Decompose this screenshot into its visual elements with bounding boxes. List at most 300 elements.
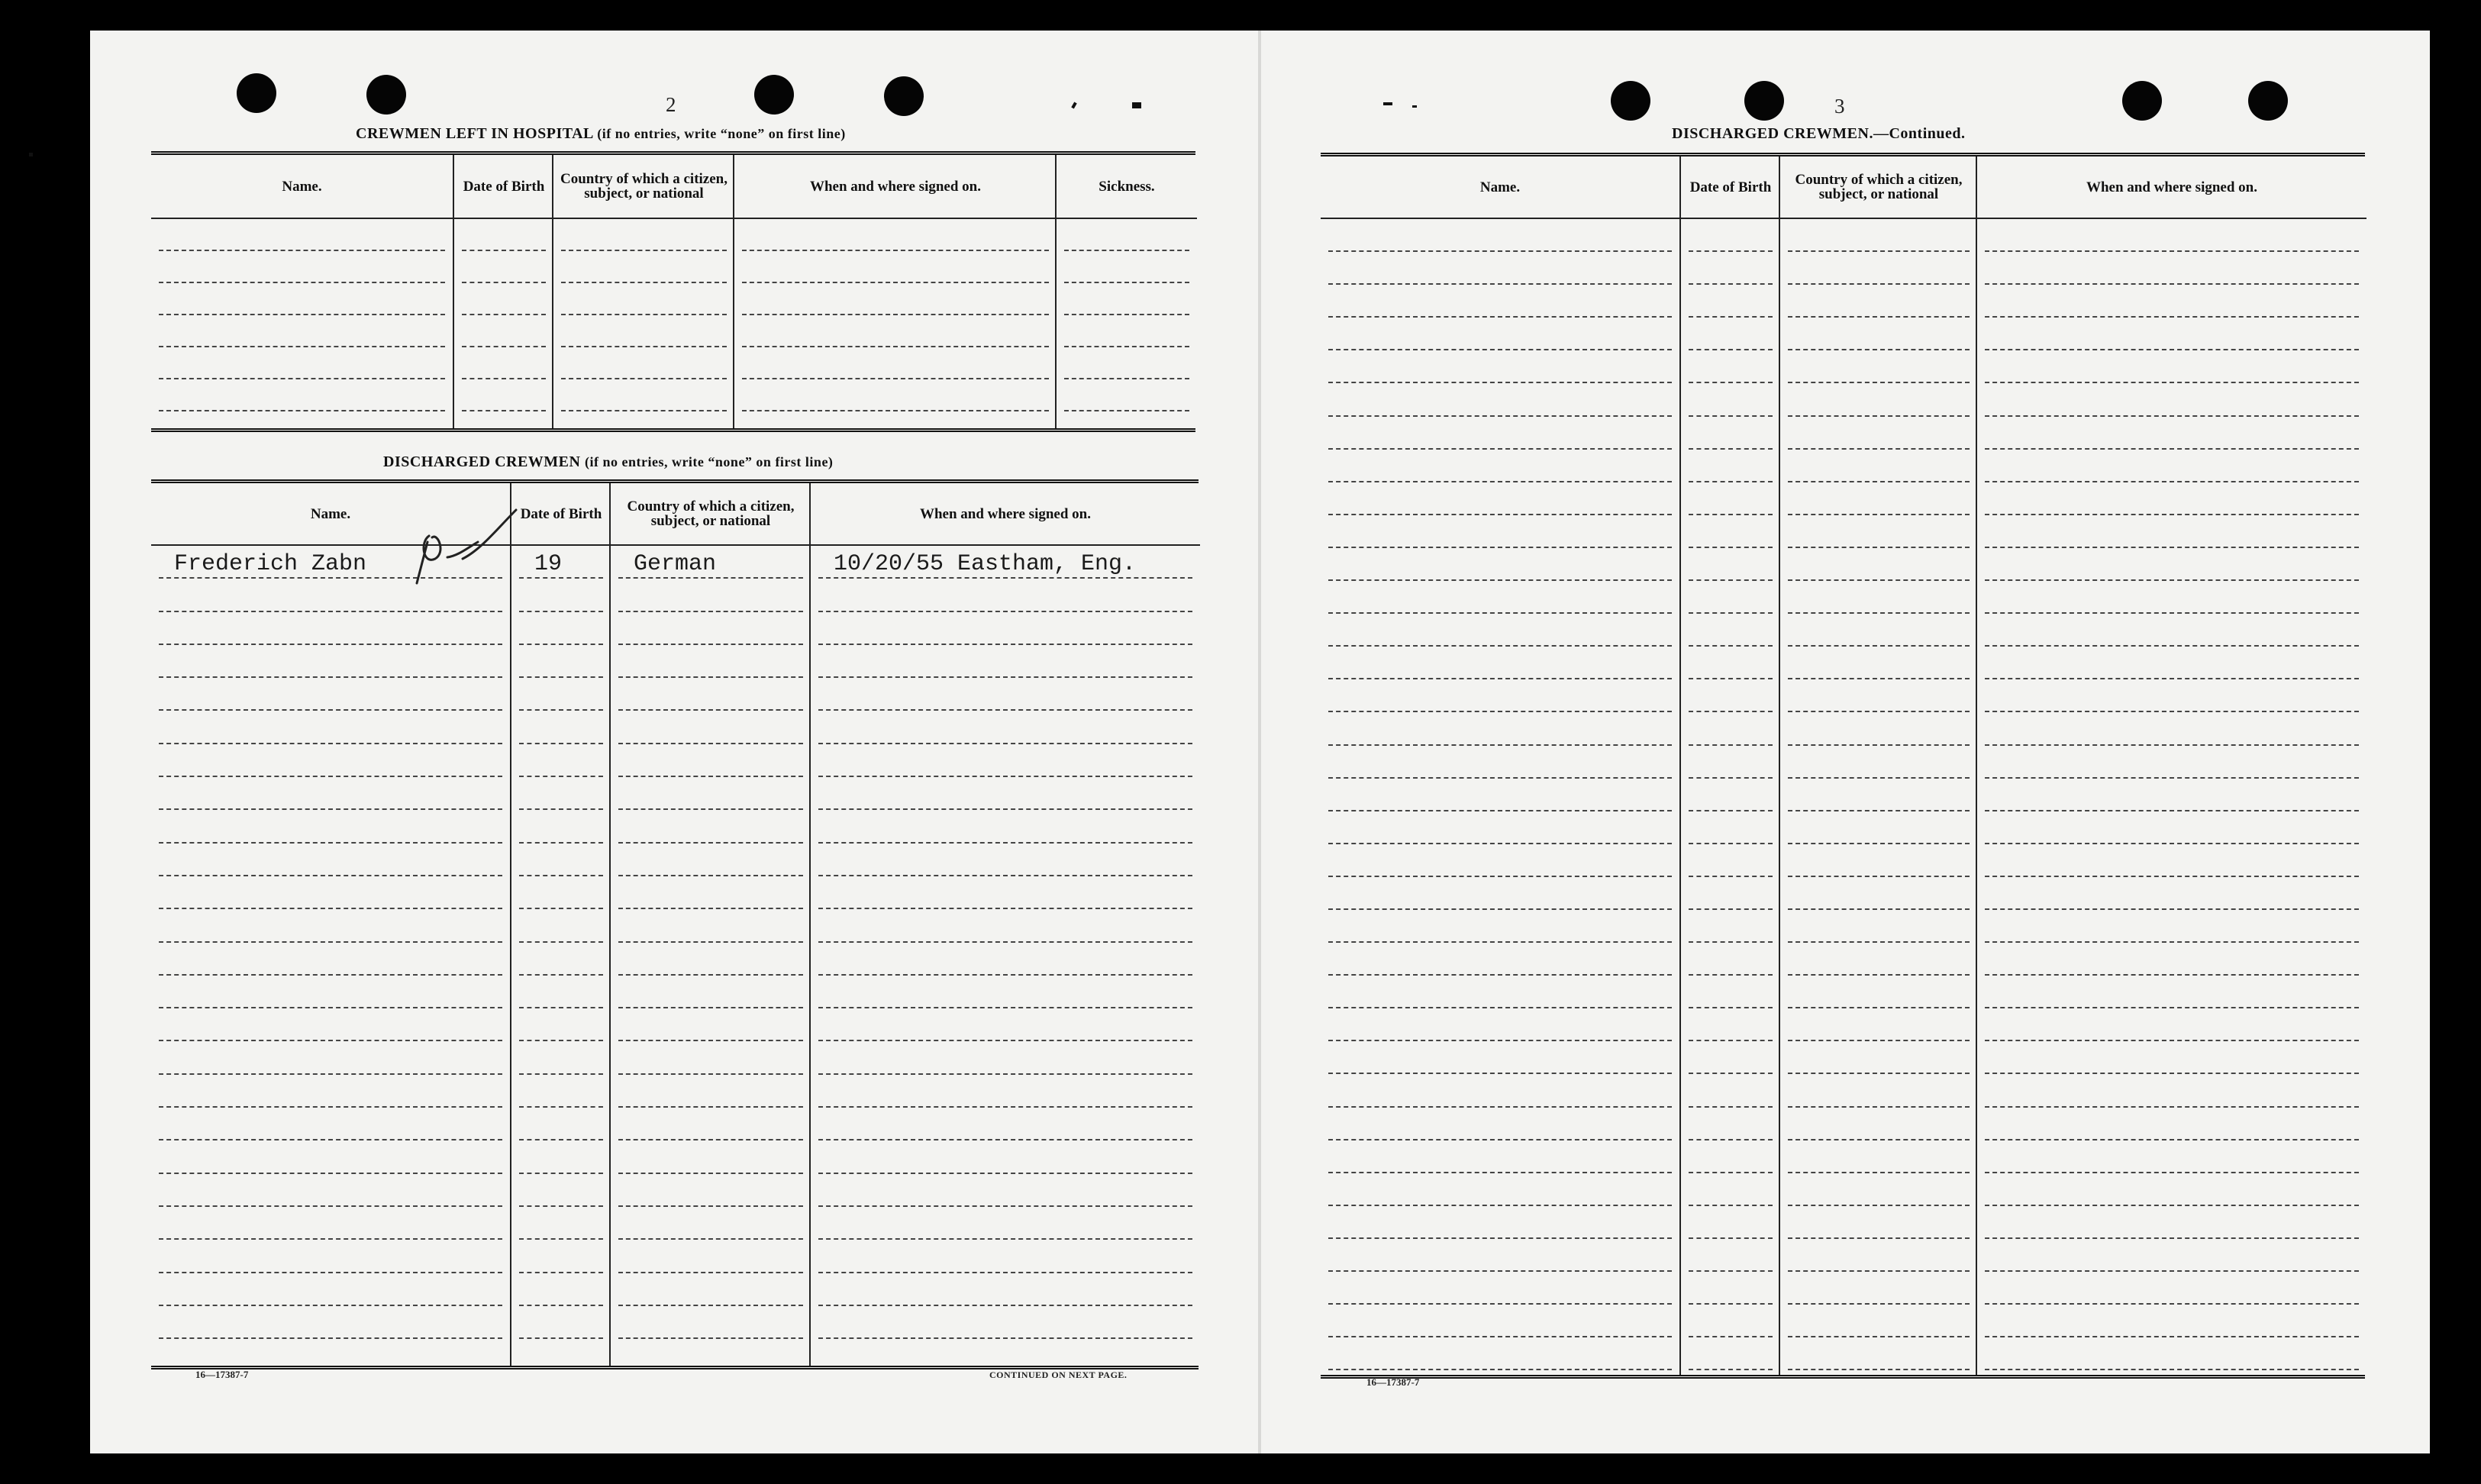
table-row [1328, 844, 1672, 877]
binder-hole-icon [1744, 81, 1784, 121]
table-row [1328, 614, 1672, 647]
table-row [159, 1240, 502, 1273]
table-row [1985, 647, 2359, 679]
table-row [1328, 811, 1672, 844]
table-row [1328, 712, 1672, 745]
table-row [818, 943, 1192, 976]
column-header-sickness: Sickness. [1057, 155, 1197, 219]
table-row [1328, 877, 1672, 910]
table-row [519, 678, 603, 711]
table-row [159, 810, 502, 843]
table-row [519, 976, 603, 1008]
table-row [1328, 1272, 1672, 1305]
table-row [818, 711, 1192, 744]
hospital-note: (if no entries, write “none” on first line) [597, 126, 846, 141]
table-row [618, 1174, 803, 1207]
column-name [1321, 156, 1679, 1375]
table-row [462, 315, 546, 347]
table-row [462, 219, 546, 251]
table-row [818, 876, 1192, 909]
table-row [1788, 1272, 1970, 1305]
table-row [1689, 219, 1773, 252]
table-row [462, 283, 546, 315]
table-row [618, 1207, 803, 1240]
table-row [1689, 450, 1773, 482]
binder-hole-icon [237, 73, 276, 113]
table-row [159, 612, 502, 645]
table-row [1985, 417, 2359, 450]
table-row [462, 379, 546, 411]
binder-hole-icon [884, 76, 924, 116]
column-header-country: Country of which a citizen, subject, or national [611, 483, 811, 546]
table-row [1689, 515, 1773, 548]
table-row [1788, 581, 1970, 614]
table-row [1328, 417, 1672, 450]
table-row [1985, 350, 2359, 383]
table-row [618, 612, 803, 645]
table-row [1788, 910, 1970, 943]
table-row [1788, 1041, 1970, 1074]
table-row [519, 1108, 603, 1140]
column-name [151, 483, 510, 1366]
column-signed-on [809, 483, 1200, 1366]
table-row [818, 1108, 1192, 1140]
table-row [561, 219, 727, 251]
table-row [1985, 877, 2359, 910]
table-row [1985, 1206, 2359, 1239]
table-row [618, 1075, 803, 1108]
rows-container [1321, 219, 1679, 1375]
table-row [1689, 712, 1773, 745]
table-row [1788, 482, 1970, 515]
table-row [1788, 1008, 1970, 1041]
table-row [818, 612, 1192, 645]
table-row [742, 251, 1049, 283]
table-row [1689, 1041, 1773, 1074]
table-row [159, 379, 445, 411]
table-row [519, 612, 603, 645]
table-row [1328, 1140, 1672, 1173]
table-row [1985, 1140, 2359, 1173]
table-row [618, 645, 803, 678]
table-row [561, 379, 727, 411]
table-row [1985, 219, 2359, 252]
table-row [519, 1140, 603, 1173]
table-row [1788, 877, 1970, 910]
table-row [1689, 383, 1773, 416]
table-row [1689, 746, 1773, 779]
table-row [1985, 614, 2359, 647]
table-row [159, 744, 502, 777]
cell-signed-on: 10/20/55 Eastham, Eng. [834, 551, 1137, 578]
table-row [618, 1273, 803, 1306]
column-header-date-of-birth: Date of Birth [511, 483, 611, 546]
scan-speck [1383, 102, 1392, 105]
table-row [1788, 746, 1970, 779]
table-row [818, 1273, 1192, 1306]
table-row [519, 1075, 603, 1108]
column-header-signed-on: When and where signed on. [1977, 156, 2366, 219]
binder-hole-icon [2248, 81, 2288, 121]
table-row [1328, 976, 1672, 1008]
column-header-country: Country of which a citizen, subject, or national [1780, 156, 1977, 219]
table-row [159, 1008, 502, 1041]
table-row [618, 777, 803, 810]
table-row [1328, 943, 1672, 976]
table-row [159, 315, 445, 347]
table-row [742, 379, 1049, 411]
table-row [1985, 976, 2359, 1008]
table-row [1985, 318, 2359, 350]
table-row [1328, 679, 1672, 712]
table-row [618, 744, 803, 777]
table-row [1788, 350, 1970, 383]
rows-container [151, 546, 510, 1366]
section-title-discharged-continued: DISCHARGED CREWMEN.—Continued. [1672, 125, 1966, 142]
table-row [1328, 383, 1672, 416]
cell-country: German [634, 551, 717, 578]
table-row [519, 777, 603, 810]
table-row [1689, 647, 1773, 679]
table-row [519, 810, 603, 843]
table-row [1788, 844, 1970, 877]
table-row [1985, 1041, 2359, 1074]
table-row [519, 1174, 603, 1207]
table-row [159, 1075, 502, 1108]
table-row [1328, 252, 1672, 285]
column-header-date-of-birth: Date of Birth [1681, 156, 1780, 219]
table-row [1689, 811, 1773, 844]
table-row [618, 1306, 803, 1339]
table-row [1689, 1337, 1773, 1370]
scan-speck [29, 153, 33, 156]
table-row [1689, 1206, 1773, 1239]
column-header-name: Name. [1321, 156, 1679, 219]
table-row [1328, 1008, 1672, 1041]
table-row [1985, 712, 2359, 745]
column-header-name: Name. [151, 483, 510, 546]
binder-hole-icon [2122, 81, 2162, 121]
table-row [1328, 1108, 1672, 1140]
table-row [1689, 350, 1773, 383]
table-row [1985, 581, 2359, 614]
table-row [462, 251, 546, 283]
table-row [1689, 1140, 1773, 1173]
table-row [1985, 943, 2359, 976]
table-row [519, 909, 603, 942]
form-number: 16—17387-7 [1366, 1376, 1420, 1388]
column-country [552, 155, 734, 428]
table-row [1689, 877, 1773, 910]
table-row [1985, 1074, 2359, 1107]
table-row [1788, 614, 1970, 647]
table-row [818, 744, 1192, 777]
table-row [1985, 779, 2359, 811]
table-row [519, 844, 603, 876]
table-row [818, 1207, 1192, 1240]
table-row [818, 579, 1192, 611]
table-row [1328, 482, 1672, 515]
table-row [818, 678, 1192, 711]
table-row [618, 909, 803, 942]
table-row [1689, 285, 1773, 318]
table-row [1328, 450, 1672, 482]
table-row [159, 1306, 502, 1339]
table-row [1788, 1337, 1970, 1370]
scan-speck [1412, 105, 1417, 108]
table-row [159, 1174, 502, 1207]
table-row [1689, 1272, 1773, 1305]
column-sickness [1055, 155, 1197, 428]
table-row [1328, 1041, 1672, 1074]
table-row [1788, 811, 1970, 844]
table-row [1985, 482, 2359, 515]
column-date-of-birth [1679, 156, 1780, 1375]
table-row [1985, 515, 2359, 548]
table-row [818, 777, 1192, 810]
table-row [1985, 1173, 2359, 1206]
table-row [1328, 779, 1672, 811]
table-row [1689, 614, 1773, 647]
table-row [1788, 679, 1970, 712]
discharged-table [151, 479, 1199, 1369]
table-row [1328, 647, 1672, 679]
column-header-country: Country of which a citizen, subject, or national [553, 155, 734, 219]
table-row [618, 844, 803, 876]
table-row [159, 943, 502, 976]
table-row [818, 1041, 1192, 1074]
rows-container [454, 219, 553, 428]
table-row [742, 219, 1049, 251]
table-row [159, 909, 502, 942]
table-row [1788, 450, 1970, 482]
table-row [1064, 219, 1189, 251]
table-row [561, 251, 727, 283]
table-row [1788, 1108, 1970, 1140]
table-row [1788, 252, 1970, 285]
binder-hole-icon [754, 75, 794, 115]
discharged-title: DISCHARGED CREWMEN [383, 453, 581, 470]
table-row [1689, 1173, 1773, 1206]
table-row [1788, 1206, 1970, 1239]
table-row [742, 283, 1049, 315]
table-row [159, 1108, 502, 1140]
column-signed-on [1976, 156, 2366, 1375]
table-row [1985, 1337, 2359, 1370]
table-row [159, 219, 445, 251]
table-row [1328, 219, 1672, 252]
table-row [1788, 647, 1970, 679]
table-row [159, 777, 502, 810]
column-header-date-of-birth: Date of Birth [454, 155, 553, 219]
table-row [1788, 417, 1970, 450]
table-row [618, 546, 803, 579]
table-row [1985, 285, 2359, 318]
table-row [618, 1240, 803, 1273]
section-title-hospital [356, 125, 846, 143]
table-row [1985, 910, 2359, 943]
table-row [1985, 252, 2359, 285]
table-row [618, 711, 803, 744]
table-row [1788, 1074, 1970, 1107]
table-row [618, 810, 803, 843]
table-row [818, 1306, 1192, 1339]
table-row [1689, 318, 1773, 350]
table-row [818, 976, 1192, 1008]
table-row [742, 347, 1049, 379]
column-country [609, 483, 811, 1366]
table-row [1985, 1108, 2359, 1140]
hospital-title: CREWMEN LEFT IN HOSPITAL [356, 125, 593, 142]
table-row [1788, 779, 1970, 811]
hospital-table [151, 151, 1195, 432]
cell-date-of-birth: 19 [534, 551, 563, 578]
rows-container [611, 546, 811, 1366]
table-row [1689, 252, 1773, 285]
table-row [618, 976, 803, 1008]
table-row [519, 1008, 603, 1041]
table-row [1985, 450, 2359, 482]
table-row [159, 1041, 502, 1074]
table-row [818, 1008, 1192, 1041]
table-row [519, 1273, 603, 1306]
binder-hole-icon [1611, 81, 1650, 121]
table-row [1328, 318, 1672, 350]
table-row [1985, 1008, 2359, 1041]
column-name [151, 155, 453, 428]
table-row [1328, 548, 1672, 581]
page-number: 3 [1834, 95, 1845, 118]
table-row [561, 315, 727, 347]
table-row [618, 1041, 803, 1074]
table-row [1788, 943, 1970, 976]
table-row [1985, 844, 2359, 877]
table-row [1328, 910, 1672, 943]
column-header-signed-on: When and where signed on. [734, 155, 1057, 219]
discharged-continued-table [1321, 153, 2365, 1379]
table-row [519, 744, 603, 777]
table-row [519, 1041, 603, 1074]
table-row [519, 1306, 603, 1339]
table-row [1689, 1074, 1773, 1107]
table-row [1689, 1239, 1773, 1272]
table-row [159, 645, 502, 678]
table-row [618, 678, 803, 711]
table-row [818, 546, 1192, 579]
cell-name: Frederich Zabn [174, 551, 367, 578]
table-row [1328, 746, 1672, 779]
column-header-signed-on: When and where signed on. [811, 483, 1200, 546]
rows-container [811, 546, 1200, 1366]
table-row [519, 1240, 603, 1273]
table-row [1788, 1173, 1970, 1206]
table-row [1328, 350, 1672, 383]
table-row [1689, 943, 1773, 976]
table-row [519, 645, 603, 678]
table-row [1788, 548, 1970, 581]
handwritten-check-icon [412, 489, 519, 588]
table-row [1788, 976, 1970, 1008]
table-row [1689, 844, 1773, 877]
table-row [742, 315, 1049, 347]
table-row [561, 347, 727, 379]
continued-note: CONTINUED ON NEXT PAGE. [989, 1369, 1128, 1380]
table-row [1328, 1337, 1672, 1370]
column-signed-on [733, 155, 1057, 428]
page-fold [1258, 31, 1261, 1453]
table-row [1328, 285, 1672, 318]
binder-hole-icon [366, 75, 406, 115]
table-row [1788, 219, 1970, 252]
table-row [1689, 779, 1773, 811]
table-row [1328, 1305, 1672, 1337]
table-row [1328, 1239, 1672, 1272]
column-date-of-birth [510, 483, 611, 1366]
table-row [519, 711, 603, 744]
table-row [1985, 1305, 2359, 1337]
table-row [159, 1140, 502, 1173]
page-number: 2 [666, 93, 676, 116]
table-row [519, 546, 603, 579]
table-row [1689, 581, 1773, 614]
table-row [1328, 1206, 1672, 1239]
table-row [1788, 1140, 1970, 1173]
rows-container [553, 219, 734, 428]
table-row [818, 810, 1192, 843]
table-row [618, 1108, 803, 1140]
table-row [818, 1240, 1192, 1273]
table-row [1985, 1272, 2359, 1305]
rows-container [1780, 219, 1977, 1375]
column-date-of-birth [453, 155, 553, 428]
table-row [1788, 515, 1970, 548]
table-row [1985, 679, 2359, 712]
table-row [618, 579, 803, 611]
table-row [818, 1140, 1192, 1173]
table-row [159, 251, 445, 283]
table-row [1328, 581, 1672, 614]
table-row [1064, 251, 1189, 283]
rows-container [511, 546, 611, 1366]
column-country [1779, 156, 1977, 1375]
table-row [1689, 1108, 1773, 1140]
table-row [1985, 811, 2359, 844]
table-row [1985, 548, 2359, 581]
table-row [159, 844, 502, 876]
table-row [159, 876, 502, 909]
rows-container [1057, 219, 1197, 428]
discharged-note: (if no entries, write “none” on first line) [584, 454, 834, 469]
table-row [1689, 417, 1773, 450]
table-row [1689, 1305, 1773, 1337]
table-row [618, 1140, 803, 1173]
rows-container [151, 219, 453, 428]
table-row [1689, 1008, 1773, 1041]
table-row [159, 347, 445, 379]
table-row [1985, 746, 2359, 779]
table-row [1788, 1239, 1970, 1272]
table-row [1689, 976, 1773, 1008]
table-row [519, 876, 603, 909]
table-row [618, 943, 803, 976]
table-row [1788, 285, 1970, 318]
table-row [1689, 548, 1773, 581]
table-row [519, 943, 603, 976]
table-row [1689, 679, 1773, 712]
rows-container [734, 219, 1057, 428]
table-row [159, 678, 502, 711]
table-row [1689, 482, 1773, 515]
